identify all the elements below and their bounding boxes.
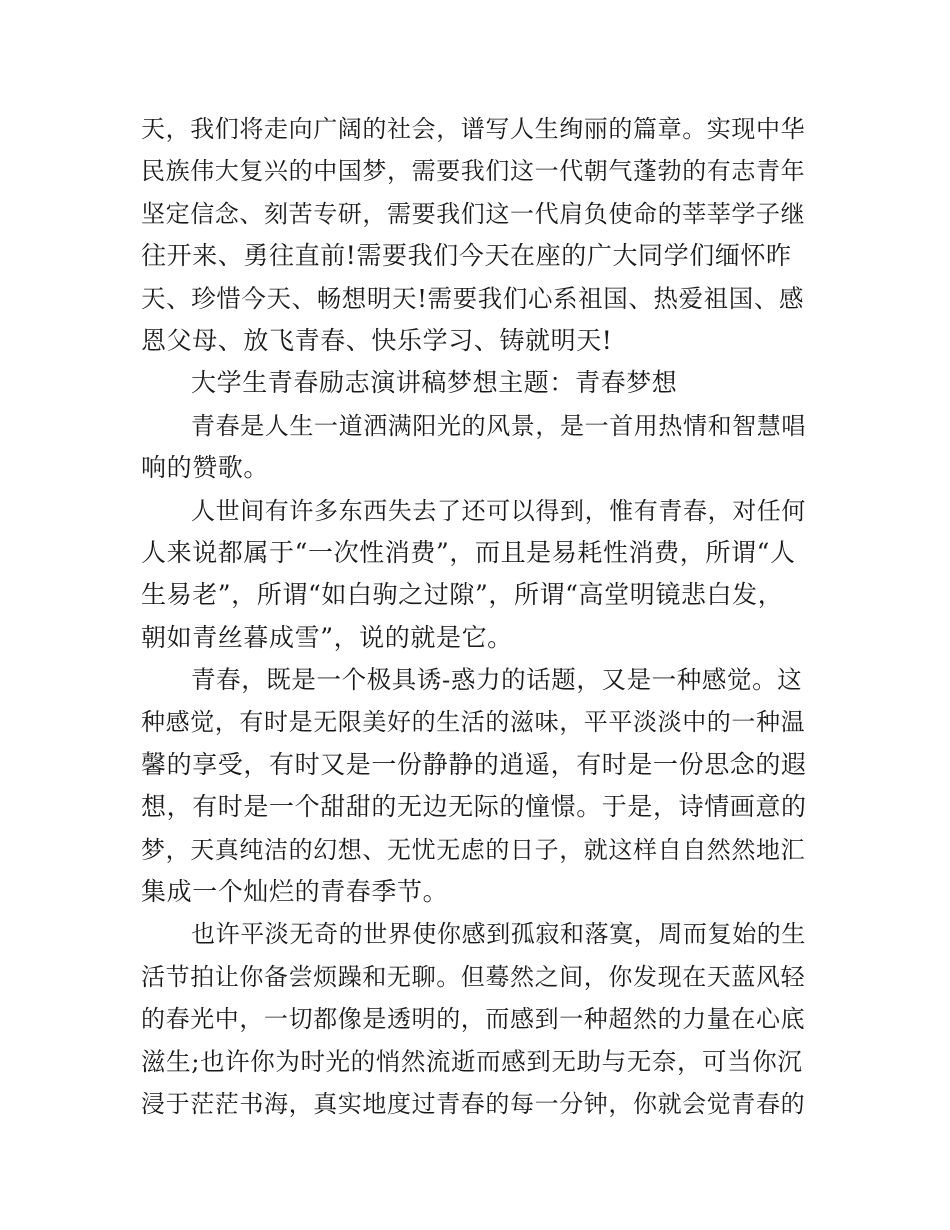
text-line: 也许平淡无奇的世界使你感到孤寂和落寞，周而复始的生 [191, 920, 806, 949]
text-line: 青春，既是一个极具诱-惑力的话题，又是一种感觉。这 [191, 665, 803, 695]
text-line: 恩父母、放飞青春、快乐学习、铸就明天! [141, 325, 613, 355]
text-line: 想，有时是一个甜甜的无边无际的憧憬。于是，诗情画意的 [141, 792, 807, 822]
text-line: 种感觉，有时是无限美好的生活的滋味，平平淡淡中的一种温 [141, 708, 806, 737]
text-line: 坚定信念、刻苦专研，需要我们这一代肩负使命的莘莘学子继 [141, 199, 806, 228]
text-line: 民族伟大复兴的中国梦，需要我们这一代朝气蓬勃的有志青年 [141, 157, 806, 186]
text-line: 滋生;也许你为时光的悄然流逝而感到无助与无奈，可当你沉 [141, 1046, 803, 1076]
text-line: 梦，天真纯洁的幻想、无忧无虑的日子，就这样自自然然地汇 [141, 835, 806, 864]
text-line: 人世间有许多东西失去了还可以得到，惟有青春，对任何 [191, 496, 806, 525]
text-line: 浸于茫茫书海，真实地度过青春的每一分钟，你就会觉青春的 [141, 1089, 806, 1118]
text-line: 往开来、勇往直前!需要我们今天在座的广大同学们缅怀昨 [141, 241, 792, 271]
text-line: 人来说都属于“一次性消费”，而且是易耗性消费，所谓“人 [141, 537, 796, 567]
text-line: 青春是人生一道洒满阳光的风景，是一首用热情和智慧唱 [191, 411, 806, 440]
text-line: 天、珍惜今天、畅想明天!需要我们心系祖国、热爱祖国、感 [141, 283, 805, 313]
document-body-text [141, 108, 813, 1125]
text-line: 集成一个灿烂的青春季节。 [141, 877, 449, 907]
text-line: 的春光中，一切都像是透明的，而感到一种超然的力量在心底 [141, 1005, 806, 1034]
text-line: 响的赞歌。 [141, 453, 270, 483]
text-line: 大学生青春励志演讲稿梦想主题：青春梦想 [191, 368, 678, 398]
text-line: 朝如青丝暮成雪”，说的就是它。 [141, 622, 513, 652]
text-line: 生易老”，所谓“如白驹之过隙”，所谓“高堂明镜悲白发， [141, 580, 784, 610]
text-line: 活节拍让你备尝烦躁和无聊。但蓦然之间，你发现在天蓝风轻 [141, 962, 806, 991]
text-line: 天，我们将走向广阔的社会，谱写人生绚丽的篇章。实现中华 [141, 115, 806, 143]
text-line: 馨的享受，有时又是一份静静的逍遥，有时是一份思念的遐 [141, 749, 807, 779]
